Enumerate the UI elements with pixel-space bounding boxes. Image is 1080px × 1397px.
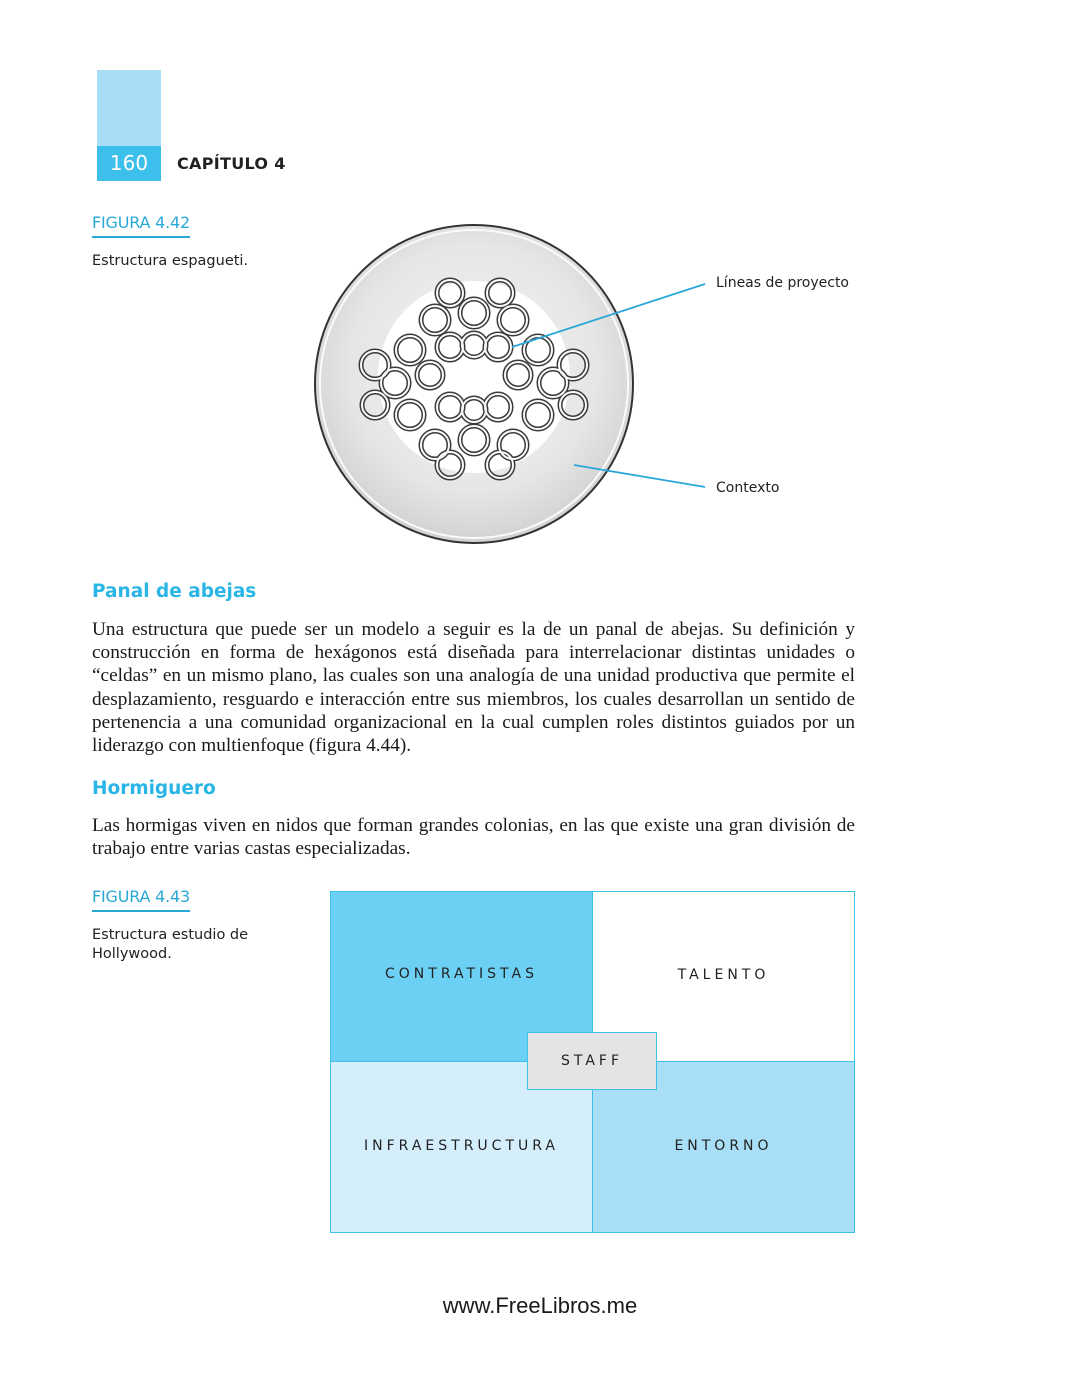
figure-caption-4-42: Estructura espagueti. [92,253,249,269]
page-number: 160 [97,146,161,181]
callout-project-lines: Líneas de proyecto [716,275,849,291]
quadrant-label: ENTORNO [674,1138,773,1154]
quadrant-label: TALENTO [677,966,770,983]
figure-label-4-42: FIGURA 4.42 [92,213,190,238]
footer-watermark: www.FreeLibros.me [442,1293,638,1318]
staff-label: STAFF [560,1053,624,1069]
section-body-hormiguero: Las hormigas viven en nidos que forman grandes colonias, en las que existe una gran división de trabajo entre varias castas especializadas. [92,815,855,860]
chapter-title: CAPÍTULO 4 [177,154,286,173]
hollywood-structure-diagram [330,891,855,1233]
spaghetti-structure-diagram [300,215,860,555]
quadrant-label: CONTRATISTAS [385,965,538,982]
page-tab-decoration [97,70,161,146]
center-staff [527,1032,657,1090]
figure-label-4-43: FIGURA 4.43 [92,887,190,912]
section-heading-panal: Panal de abejas [92,581,257,602]
figure-caption-4-43: Estructura estudio de Hollywood. [92,927,249,962]
quadrant-label: INFRAESTRUCTURA [364,1138,559,1154]
callout-context: Contexto [716,480,780,496]
section-body-panal: Una estructura que puede ser un modelo a seguir es la de un panal de abejas. Su definición y construcción en forma de hexágonos está diseñada para interrelacionar distintas unidades o “celdas” en un mismo plano, las cuales son una analogía de una unidad productiva que permite el desplazamiento, resguardo e interacción entre sus miembros, los cuales desarrollan un sentido de pertenencia a una comunidad organizacional en la cual cumplen roles distintos guiados por un liderazgo con multienfoque (figura 4.44). [92,619,855,757]
section-heading-hormiguero: Hormiguero [92,778,216,799]
